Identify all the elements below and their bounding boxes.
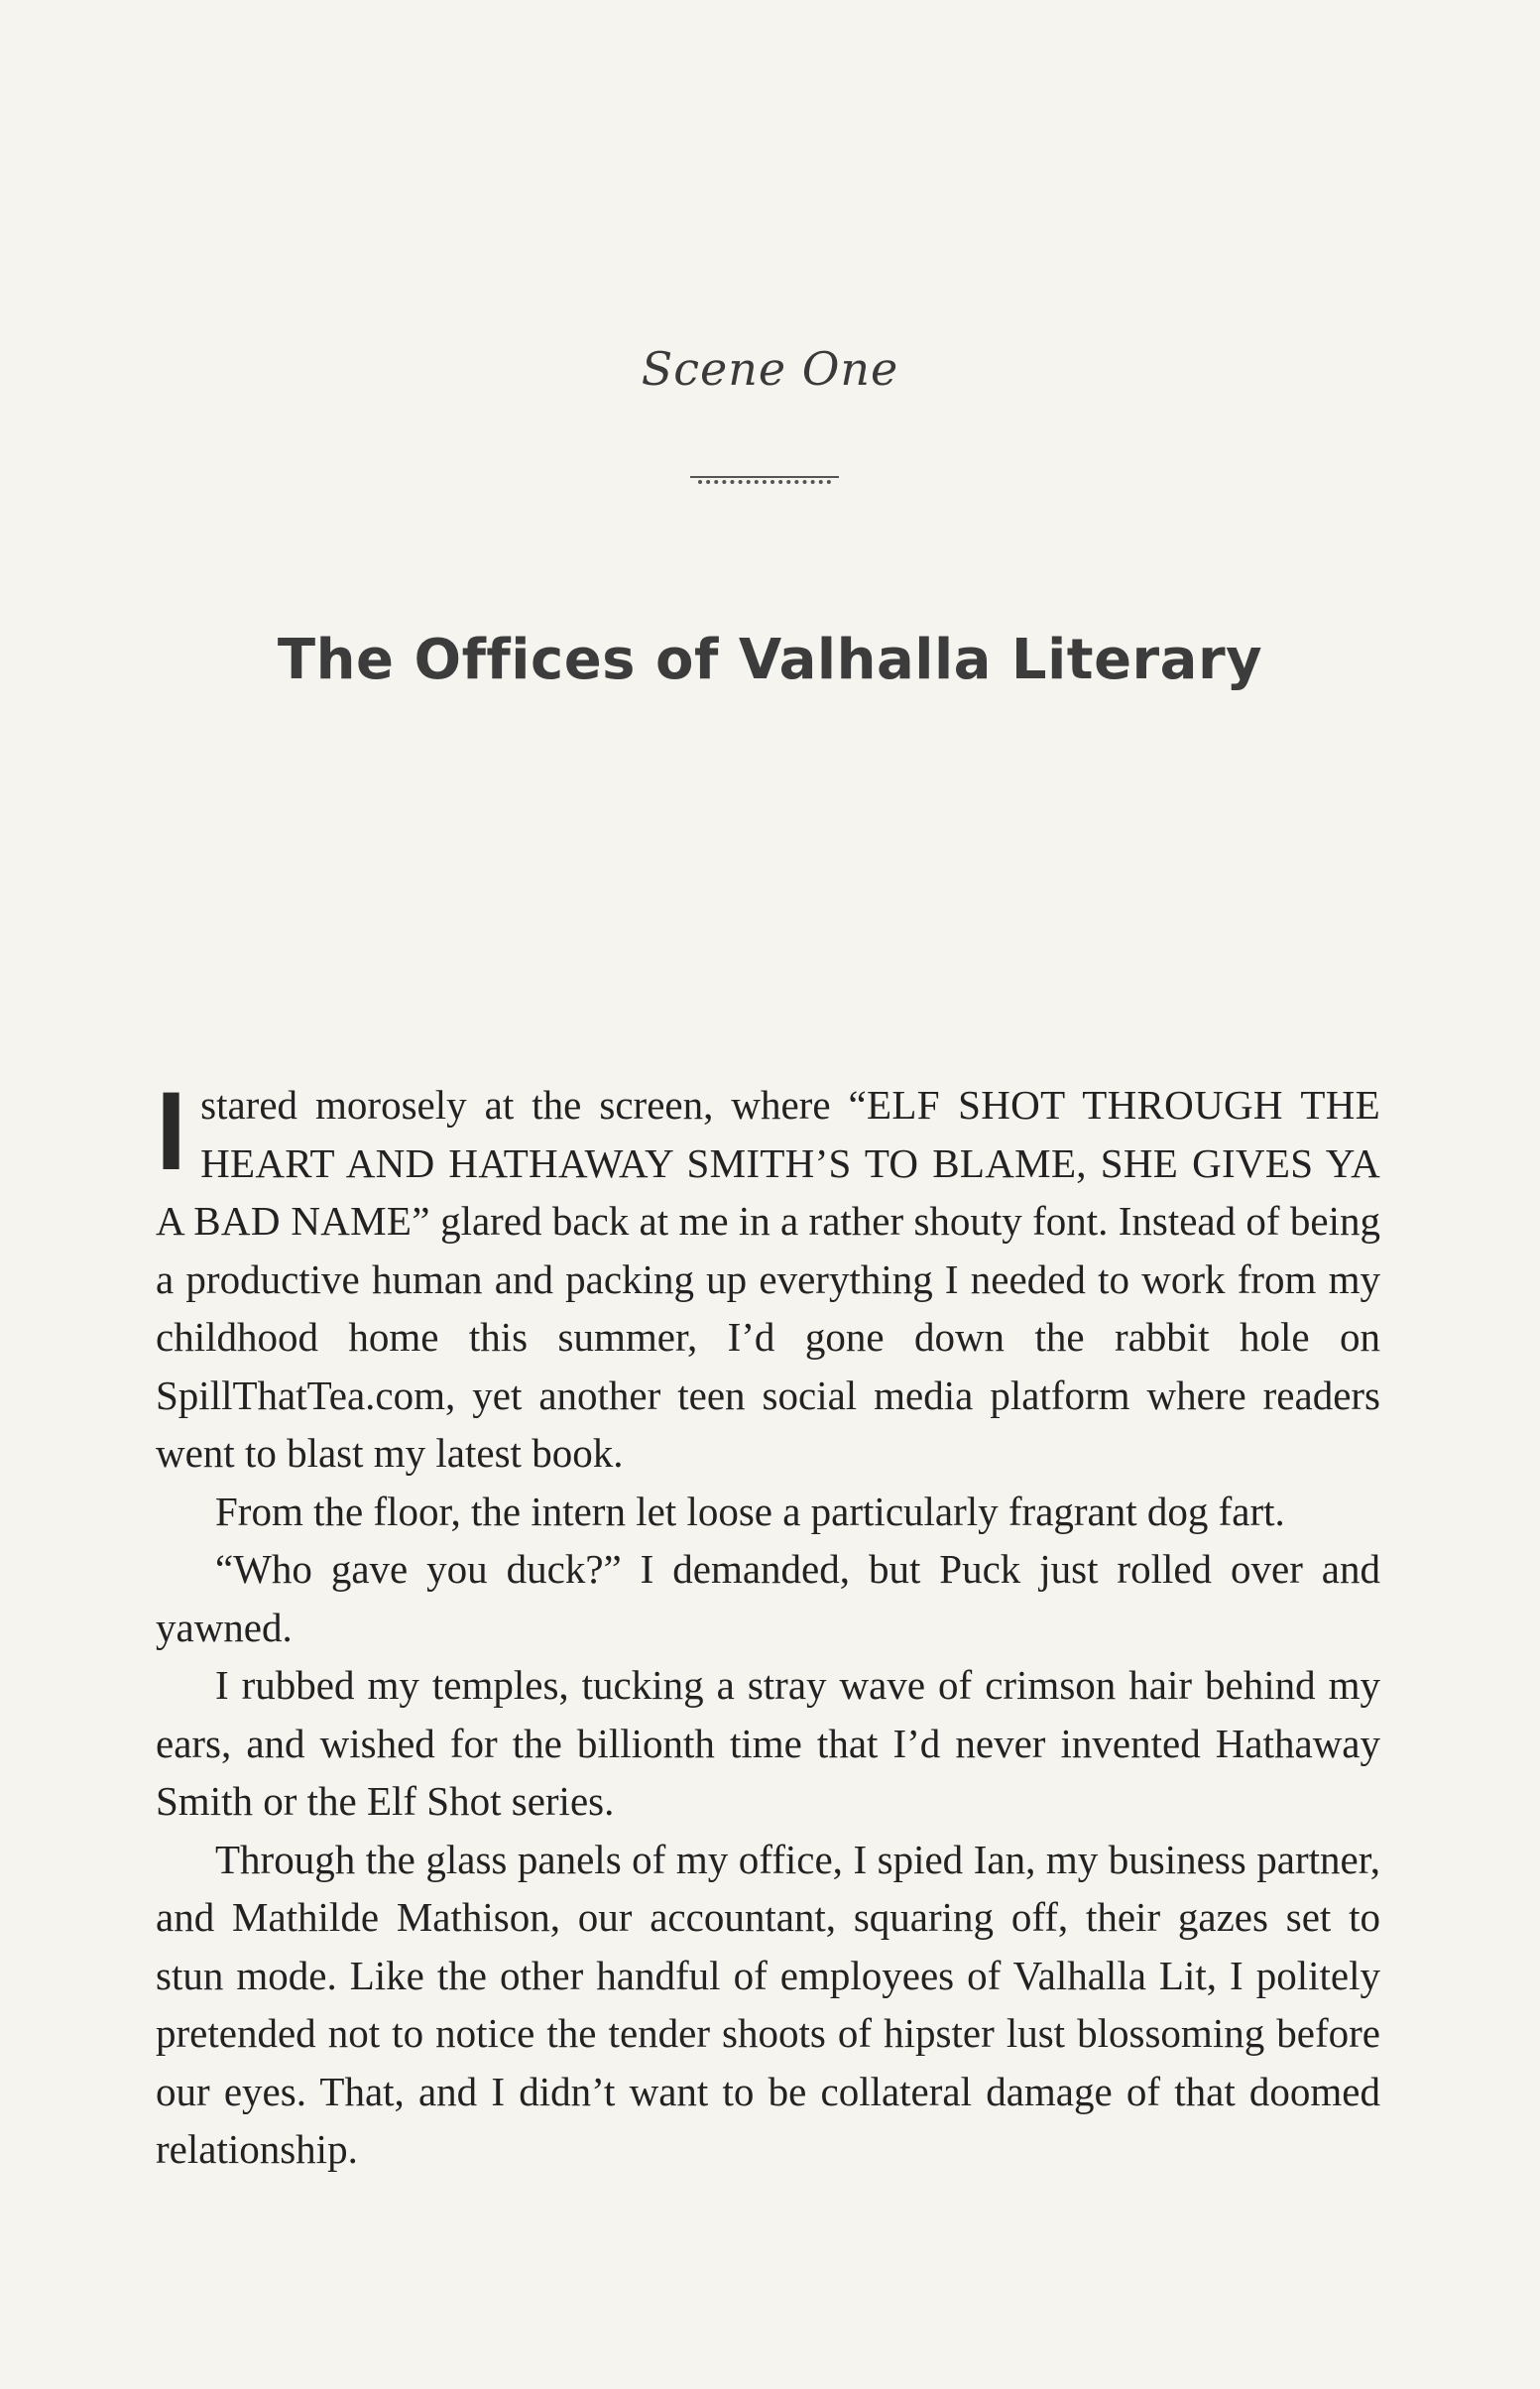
paragraph-1-rest: glared back at me in a rather shouty font. Instead of being a productive human and packing up everything I needed to work from my childhood home this summer, I’d gone down the rabbit hole on SpillThatTea.com, yet another teen social media platform where readers went to blast my latest book. [156, 1198, 1380, 1476]
paragraph-1 [156, 1069, 1380, 1483]
paragraph-2: From the floor, the intern let loose a particularly fragrant dog fart. [215, 1488, 1285, 1534]
scene-label: Scene One [641, 342, 899, 396]
divider-rule [690, 476, 839, 478]
paragraph-4: I rubbed my temples, tucking a stray wave of crimson hair behind my ears, and wished for the billionth time that I’d never invented Hathaway Smith or the Elf Shot series. [156, 1662, 1380, 1824]
divider-dots [698, 480, 831, 484]
headline-quote: “ELF SHOT THROUGH THE HEART AND HATHAWAY SMITH’S TO BLAME, SHE GIVES YA A BAD NAME” [156, 1082, 1380, 1244]
paragraph-5: Through the glass panels of my office, I spied Ian, my business partner, and Mathilde Mathison, our accountant, squaring off, their gazes set to stun mode. Like the other handful of employees of Valhalla Lit, I politely pretended not to notice the tender shoots of hipster lust blossoming before our eyes. That, and I didn’t want to be collateral damage of that doomed relationship. [156, 1836, 1380, 2172]
ornament-divider [690, 476, 839, 492]
drop-cap: I [156, 1069, 187, 1193]
paragraph-3: “Who gave you duck?” I demanded, but Puck just rolled over and yawned. [156, 1546, 1380, 1650]
paragraph-1-opening: stared morosely at the screen, where [200, 1082, 849, 1128]
body-text [156, 1069, 1380, 2179]
chapter-title: The Offices of Valhalla Literary [277, 628, 1263, 692]
